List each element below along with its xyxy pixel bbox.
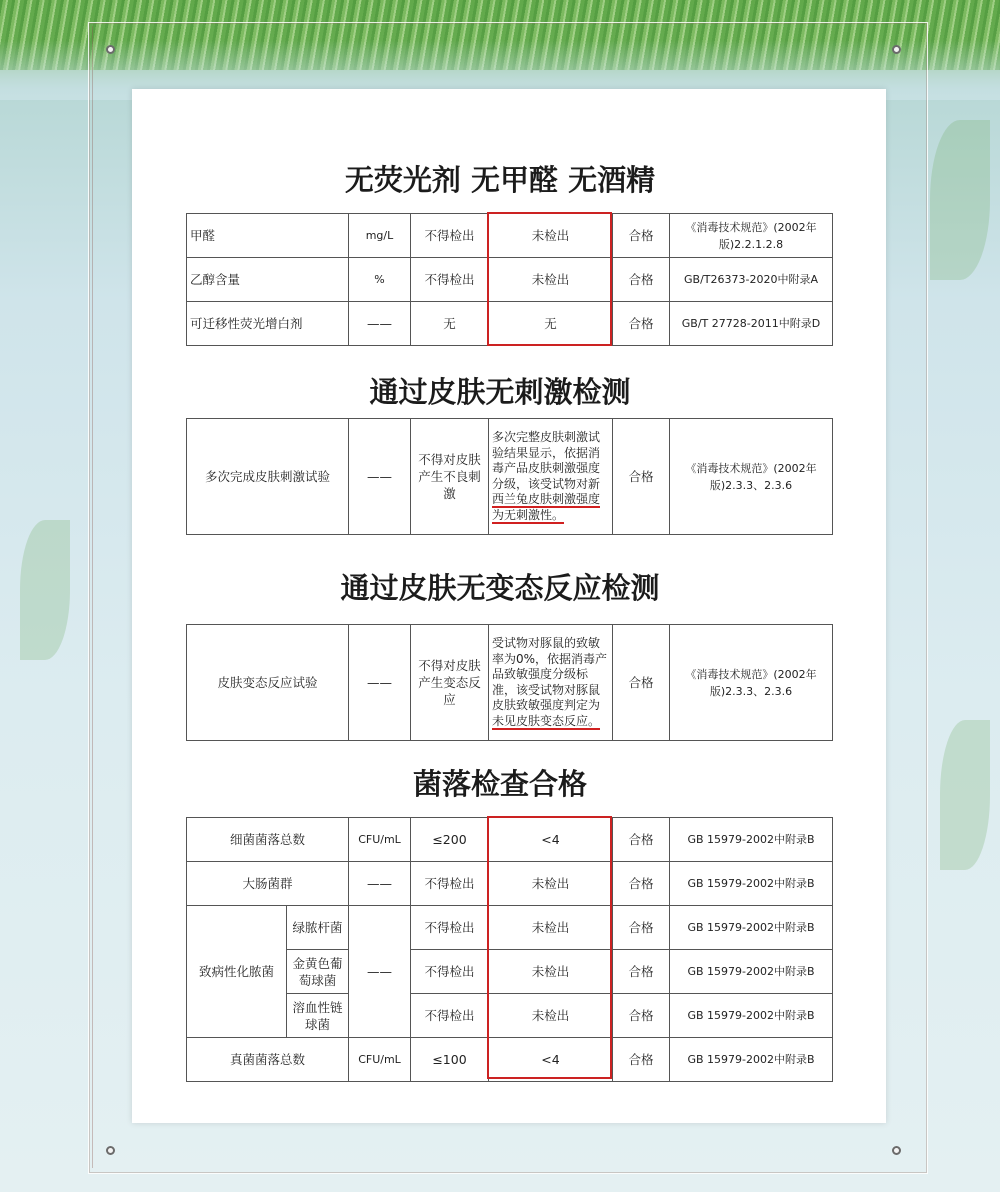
item-cell: 大肠菌群 (187, 862, 349, 906)
standard-cell: 无 (411, 302, 489, 346)
result-text: 受试物对豚鼠的致敏率为0%，依据消毒产品致敏强度分级标准，该受试物对豚鼠皮肤致敏强度判定为 (492, 636, 608, 712)
verdict-cell: 合格 (613, 625, 670, 741)
verdict-cell: 合格 (613, 994, 670, 1038)
result-cell: 未检出 (489, 950, 613, 994)
result-cell (489, 625, 613, 741)
standard-cell: ≤200 (411, 818, 489, 862)
unit-cell: —— (349, 625, 411, 741)
result-underlined-text: 西兰兔皮肤刺激强度为无刺激性。 (492, 492, 601, 522)
screw-icon (106, 45, 115, 54)
method-cell: GB 15979-2002中附录B (670, 950, 833, 994)
table-row (187, 818, 833, 862)
unit-cell: mg/L (349, 214, 411, 258)
standard-cell: 不得对皮肤产生不良刺激 (411, 419, 489, 535)
screw-icon (892, 1146, 901, 1155)
item-cell: 多次完成皮肤刺激试验 (187, 419, 349, 535)
verdict-cell: 合格 (613, 214, 670, 258)
item-cell: 乙醇含量 (187, 258, 349, 302)
leaf-decoration (930, 120, 990, 280)
item-cell: 溶血性链球菌 (287, 994, 349, 1038)
method-cell: GB 15979-2002中附录B (670, 862, 833, 906)
standard-cell: 不得对皮肤产生变态反应 (411, 625, 489, 741)
table-row (187, 302, 833, 346)
heading-colony-check: 菌落检查合格 (412, 767, 587, 801)
table-skin-allergy (186, 624, 833, 741)
standard-cell: ≤100 (411, 1038, 489, 1082)
result-cell: 未检出 (489, 214, 613, 258)
heading-no-fluorescent: 无荧光剂 无甲醛 无酒精 (344, 163, 656, 197)
item-cell: 真菌菌落总数 (187, 1038, 349, 1082)
result-cell (489, 419, 613, 535)
item-cell: 金黄色葡萄球菌 (287, 950, 349, 994)
heading-skin-allergy: 通过皮肤无变态反应检测 (340, 571, 660, 605)
standard-cell: 不得检出 (411, 862, 489, 906)
item-cell: 甲醛 (187, 214, 349, 258)
method-cell: GB/T26373-2020中附录A (670, 258, 833, 302)
unit-cell: —— (349, 862, 411, 906)
verdict-cell: 合格 (613, 419, 670, 535)
standard-cell: 不得检出 (411, 258, 489, 302)
standard-cell: 不得检出 (411, 214, 489, 258)
verdict-cell: 合格 (613, 258, 670, 302)
table-row (187, 419, 833, 535)
unit-cell: CFU/mL (349, 818, 411, 862)
pathogen-group-cell: 致病性化脓菌 (187, 906, 287, 1038)
method-cell: 《消毒技术规范》(2002年版)2.3.3、2.3.6 (670, 625, 833, 741)
verdict-cell: 合格 (613, 1038, 670, 1082)
method-cell: GB/T 27728-2011中附录D (670, 302, 833, 346)
table-colony-check (186, 817, 833, 1082)
unit-cell: % (349, 258, 411, 302)
result-text: 多次完整皮肤刺激试验结果显示，依据消毒产品皮肤刺激强度分级，该受试物对新 (492, 430, 601, 491)
table-row (187, 625, 833, 741)
result-cell: 未检出 (489, 258, 613, 302)
method-cell: GB 15979-2002中附录B (670, 994, 833, 1038)
method-cell: GB 15979-2002中附录B (670, 906, 833, 950)
result-cell: 未检出 (489, 994, 613, 1038)
verdict-cell: 合格 (613, 950, 670, 994)
standard-cell: 不得检出 (411, 994, 489, 1038)
item-cell: 皮肤变态反应试验 (187, 625, 349, 741)
method-cell: 《消毒技术规范》(2002年版)2.3.3、2.3.6 (670, 419, 833, 535)
method-cell: GB 15979-2002中附录B (670, 818, 833, 862)
item-cell: 绿脓杆菌 (287, 906, 349, 950)
result-cell: 未检出 (489, 862, 613, 906)
table-row (187, 1038, 833, 1082)
table-row (187, 862, 833, 906)
unit-cell: —— (349, 302, 411, 346)
item-cell: 可迁移性荧光增白剂 (187, 302, 349, 346)
result-cell: <4 (489, 1038, 613, 1082)
verdict-cell: 合格 (613, 302, 670, 346)
verdict-cell: 合格 (613, 862, 670, 906)
result-cell: 未检出 (489, 906, 613, 950)
method-cell: GB 15979-2002中附录B (670, 1038, 833, 1082)
result-cell: <4 (489, 818, 613, 862)
result-underlined-text: 未见皮肤变态反应。 (492, 713, 601, 728)
table-row (187, 906, 833, 950)
screw-icon (892, 45, 901, 54)
item-cell: 细菌菌落总数 (187, 818, 349, 862)
verdict-cell: 合格 (613, 906, 670, 950)
table-row (187, 214, 833, 258)
method-cell: 《消毒技术规范》(2002年版)2.2.1.2.8 (670, 214, 833, 258)
table-row (187, 258, 833, 302)
screw-icon (106, 1146, 115, 1155)
table-chemical-tests (186, 213, 833, 346)
unit-cell: —— (349, 419, 411, 535)
result-cell: 无 (489, 302, 613, 346)
table-skin-irritation (186, 418, 833, 535)
unit-cell: CFU/mL (349, 1038, 411, 1082)
heading-skin-irritation: 通过皮肤无刺激检测 (369, 375, 631, 409)
verdict-cell: 合格 (613, 818, 670, 862)
standard-cell: 不得检出 (411, 906, 489, 950)
unit-cell: —— (349, 906, 411, 1038)
standard-cell: 不得检出 (411, 950, 489, 994)
